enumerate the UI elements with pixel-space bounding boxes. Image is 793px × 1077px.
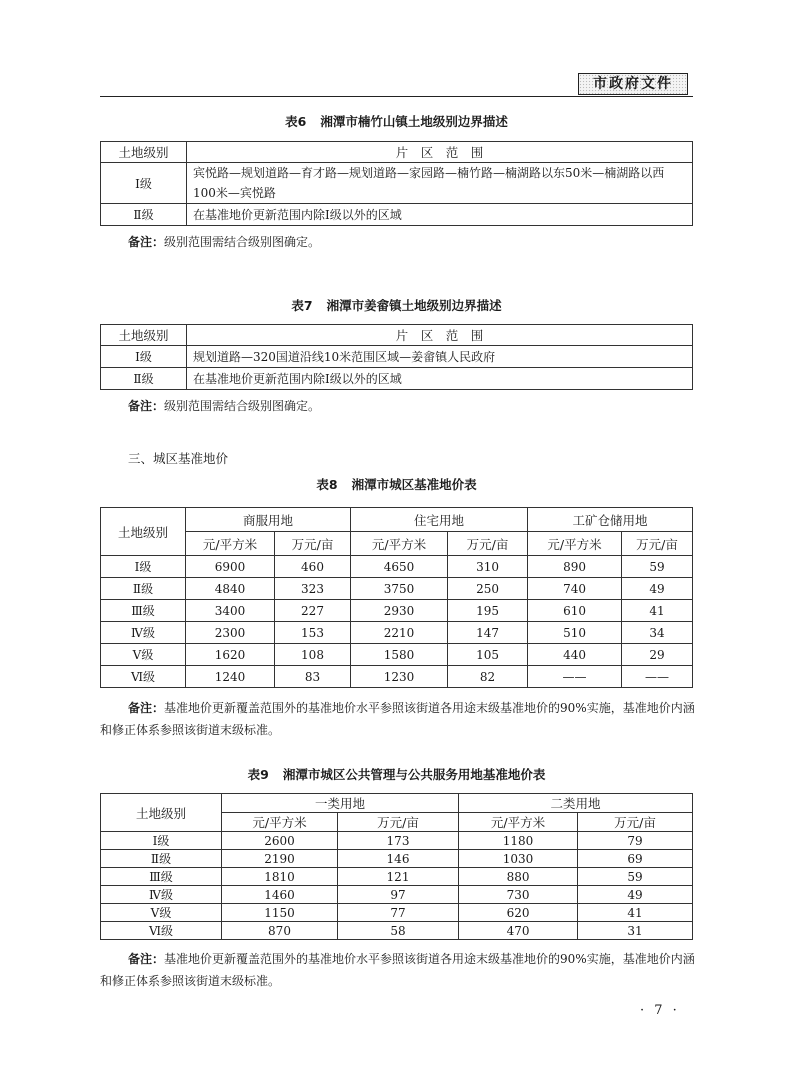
table6-number: 表6 (285, 114, 307, 129)
table8-header-group: 住宅用地 (351, 508, 528, 532)
table7-row-level: Ⅰ级 (101, 346, 187, 368)
table8-cell: 59 (622, 556, 693, 578)
table9-row-level: Ⅵ级 (101, 922, 222, 940)
table8-row (101, 600, 693, 622)
table9-cell: 146 (338, 850, 459, 868)
table8-cell: 250 (448, 578, 528, 600)
table8-cell: 890 (528, 556, 622, 578)
table8-unit: 万元/亩 (622, 532, 693, 556)
table8-cell: 1240 (186, 666, 275, 688)
table8-cell: 740 (528, 578, 622, 600)
table8-header-group: 工矿仓储用地 (528, 508, 693, 532)
table7-row-range: 在基准地价更新范围内除Ⅰ级以外的区域 (187, 368, 693, 390)
table6-header-level: 土地级别 (101, 142, 187, 163)
table9 (100, 793, 693, 940)
table7-number: 表7 (291, 298, 313, 313)
table9-cell: 69 (578, 850, 693, 868)
table8-cell: 610 (528, 600, 622, 622)
table9-row-level: Ⅳ级 (101, 886, 222, 904)
table8-cell: 3400 (186, 600, 275, 622)
table9-cell: 620 (459, 904, 578, 922)
table8-row (101, 644, 693, 666)
table7-header-level: 土地级别 (101, 325, 187, 346)
table8-cell: 49 (622, 578, 693, 600)
table9-cell: 470 (459, 922, 578, 940)
table8-row-level: Ⅰ级 (101, 556, 186, 578)
table9-header-level: 土地级别 (101, 794, 222, 832)
table9-unit: 万元/亩 (338, 813, 459, 832)
table8-cell: 195 (448, 600, 528, 622)
table8-cell: 440 (528, 644, 622, 666)
table8-cell: 310 (448, 556, 528, 578)
table9-cell: 58 (338, 922, 459, 940)
table8-cell: 6900 (186, 556, 275, 578)
table8-cell: 41 (622, 600, 693, 622)
table8-cell: 105 (448, 644, 528, 666)
table7 (100, 324, 693, 390)
table8-cell: 108 (275, 644, 351, 666)
table8-row (101, 578, 693, 600)
table8-cell: 323 (275, 578, 351, 600)
table8-title: 湘潭市城区基准地价表 (351, 477, 477, 492)
table8-cell: 2300 (186, 622, 275, 644)
table9-row (101, 886, 693, 904)
table8-note-label: 备注： (128, 701, 165, 715)
table8-row (101, 666, 693, 688)
table8-row-level: Ⅲ级 (101, 600, 186, 622)
table6-caption (0, 112, 793, 130)
table8-unit: 万元/亩 (275, 532, 351, 556)
table8-header-group: 商服用地 (186, 508, 351, 532)
header-tag: 市政府文件 (578, 73, 688, 95)
table9-cell: 2190 (222, 850, 338, 868)
table8-cell: 460 (275, 556, 351, 578)
table8-row-level: Ⅴ级 (101, 644, 186, 666)
table9-unit: 元/平方米 (222, 813, 338, 832)
table9-cell: 870 (222, 922, 338, 940)
table8-row-level: Ⅳ级 (101, 622, 186, 644)
table6 (100, 141, 693, 226)
table8-caption (0, 475, 793, 493)
table7-note-text: 级别范围需结合级别图确定。 (164, 399, 321, 413)
table8-cell: —— (622, 666, 693, 688)
table8-cell: 3750 (351, 578, 448, 600)
table9-row (101, 922, 693, 940)
table8-cell: 1620 (186, 644, 275, 666)
table7-note (128, 395, 320, 417)
table9-unit: 万元/亩 (578, 813, 693, 832)
table8-cell: 4650 (351, 556, 448, 578)
table9-row-level: Ⅲ级 (101, 868, 222, 886)
table6-note-label: 备注： (128, 235, 165, 249)
table9-cell: 1030 (459, 850, 578, 868)
table9-header-group: 二类用地 (459, 794, 693, 813)
table9-note-label: 备注： (128, 952, 165, 966)
table6-note-text: 级别范围需结合级别图确定。 (164, 235, 321, 249)
table8-row (101, 556, 693, 578)
table9-note-text: 基准地价更新覆盖范围外的基准地价水平参照该街道各用途末级基准地价的90%实施，基准地价内涵和修正体系参照该街道末级标准。 (100, 952, 695, 988)
table8-cell: 82 (448, 666, 528, 688)
table8-cell: 2930 (351, 600, 448, 622)
table8 (100, 507, 693, 688)
table9-caption (0, 765, 793, 783)
table8-cell: 1580 (351, 644, 448, 666)
table8-cell: 510 (528, 622, 622, 644)
table9-cell: 49 (578, 886, 693, 904)
table8-cell: 227 (275, 600, 351, 622)
table9-cell: 1150 (222, 904, 338, 922)
table8-unit: 万元/亩 (448, 532, 528, 556)
table6-title: 湘潭市楠竹山镇土地级别边界描述 (320, 114, 508, 129)
table9-row-level: Ⅰ级 (101, 832, 222, 850)
table9-cell: 59 (578, 868, 693, 886)
table9-cell: 2600 (222, 832, 338, 850)
table6-header-range: 片 区 范 围 (187, 142, 693, 163)
table9-number: 表9 (247, 767, 269, 782)
table9-cell: 1460 (222, 886, 338, 904)
table7-row-range: 规划道路—320国道沿线10米范围区域—姜畲镇人民政府 (187, 346, 693, 368)
table9-cell: 77 (338, 904, 459, 922)
table8-row-level: Ⅱ级 (101, 578, 186, 600)
table8-note (100, 697, 700, 741)
table7-caption (0, 296, 793, 314)
table8-header-level: 土地级别 (101, 508, 186, 556)
table9-unit: 元/平方米 (459, 813, 578, 832)
table7-note-label: 备注： (128, 399, 165, 413)
section-heading: 三、城区基准地价 (128, 451, 229, 466)
table9-cell: 730 (459, 886, 578, 904)
table9-row (101, 868, 693, 886)
table8-cell: 4840 (186, 578, 275, 600)
table6-row-level: Ⅱ级 (101, 204, 187, 226)
table9-header-group: 一类用地 (222, 794, 459, 813)
table9-cell: 880 (459, 868, 578, 886)
table9-cell: 41 (578, 904, 693, 922)
table9-row-level: Ⅱ级 (101, 850, 222, 868)
table8-cell: —— (528, 666, 622, 688)
table9-cell: 173 (338, 832, 459, 850)
table6-row-range: 在基准地价更新范围内除Ⅰ级以外的区域 (187, 204, 693, 226)
table9-cell: 1810 (222, 868, 338, 886)
header-rule (100, 96, 693, 97)
table9-cell: 121 (338, 868, 459, 886)
table6-note (128, 231, 320, 253)
table9-cell: 1180 (459, 832, 578, 850)
table9-title: 湘潭市城区公共管理与公共服务用地基准地价表 (282, 767, 546, 782)
table7-row-level: Ⅱ级 (101, 368, 187, 390)
table8-note-text: 基准地价更新覆盖范围外的基准地价水平参照该街道各用途末级基准地价的90%实施，基准地价内涵和修正体系参照该街道末级标准。 (100, 701, 695, 737)
table9-row (101, 832, 693, 850)
table8-cell: 34 (622, 622, 693, 644)
table9-cell: 31 (578, 922, 693, 940)
table8-row (101, 622, 693, 644)
table7-title: 湘潭市姜畲镇土地级别边界描述 (326, 298, 502, 313)
table9-row (101, 904, 693, 922)
table9-cell: 79 (578, 832, 693, 850)
table8-unit: 元/平方米 (351, 532, 448, 556)
page-number: · 7 · (640, 1003, 680, 1018)
table8-number: 表8 (316, 477, 338, 492)
table9-cell: 97 (338, 886, 459, 904)
table8-cell: 1230 (351, 666, 448, 688)
table8-cell: 29 (622, 644, 693, 666)
table6-row-level: Ⅰ级 (101, 163, 187, 204)
table9-note (100, 948, 700, 992)
table8-cell: 83 (275, 666, 351, 688)
table8-row-level: Ⅵ级 (101, 666, 186, 688)
table9-row-level: Ⅴ级 (101, 904, 222, 922)
table8-cell: 2210 (351, 622, 448, 644)
table6-row-range: 宾悦路—规划道路—育才路—规划道路—家园路—楠竹路—楠湖路以东50米—楠湖路以西100米—宾悦路 (187, 163, 693, 204)
table7-header-range: 片 区 范 围 (187, 325, 693, 346)
table8-unit: 元/平方米 (528, 532, 622, 556)
table9-row (101, 850, 693, 868)
table8-cell: 147 (448, 622, 528, 644)
table8-unit: 元/平方米 (186, 532, 275, 556)
table8-cell: 153 (275, 622, 351, 644)
